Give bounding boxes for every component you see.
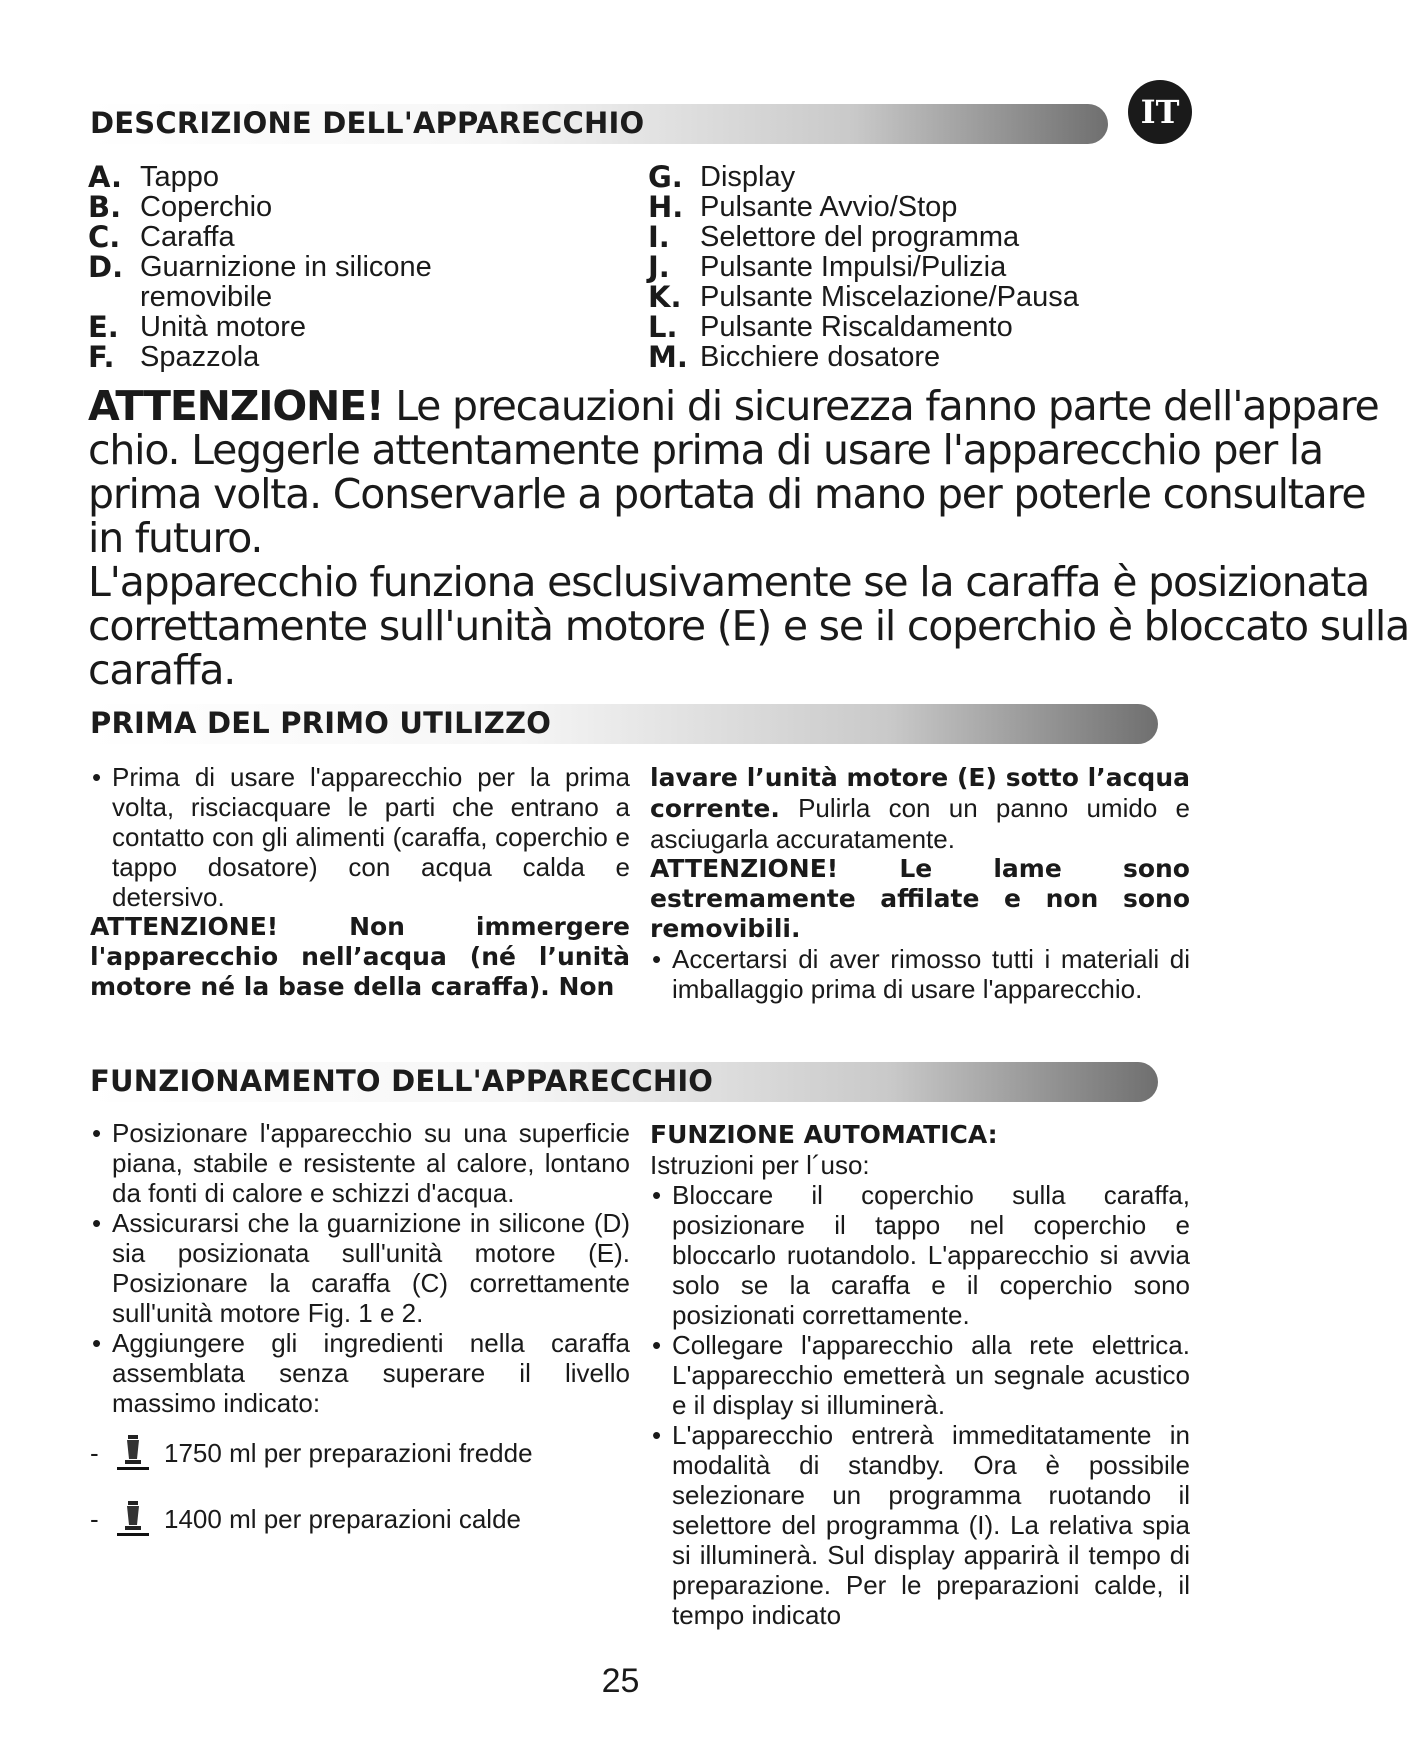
section-title-description: DESCRIZIONE DELL'APPARECCHIO bbox=[90, 106, 645, 140]
operation-bullet: • Aggiungere gli ingredienti nella caraffa assemblata senza superare il livello massimo indicato: bbox=[90, 1328, 630, 1418]
operation-bullet: • Assicurarsi che la guarnizione in silicone (D) sia posizionata sull'unità motore (E). Posizionare la caraffa (C) correttamente sull'unità motore Fig. 1 e 2. bbox=[90, 1208, 630, 1328]
section-title-operation: FUNZIONAMENTO DELL'APPARECCHIO bbox=[90, 1064, 714, 1098]
part-label: Pulsante Avvio/Stop bbox=[700, 191, 958, 223]
hot-capacity-item bbox=[90, 1490, 630, 1548]
part-key: C. bbox=[88, 220, 121, 254]
part-label: Tappo bbox=[140, 161, 220, 193]
blade-warning: ATTENZIONE! Le lame sono estremamente affilate e non sono removibili. bbox=[650, 854, 1190, 943]
operation-left-column bbox=[90, 1118, 630, 1548]
part-item bbox=[88, 312, 508, 342]
parts-list-right bbox=[648, 162, 1148, 372]
warning-text: L'apparecchio funziona esclusivamente se la caraffa è posizionata bbox=[88, 558, 1370, 606]
part-label: Pulsante Miscelazione/Pausa bbox=[700, 281, 1079, 313]
part-item bbox=[648, 312, 1148, 342]
language-badge: IT bbox=[1128, 80, 1192, 144]
operation-bullet: • L'apparecchio entrerà immeditatamente in modalità di standby. Ora è possibile selezionare un programma ruotando il selettore del programma (I). La relativa spia si illuminerà. Sul display apparirà il tempo di preparazione. Per le preparazioni calde, il tempo indicato bbox=[650, 1420, 1190, 1630]
part-key: H. bbox=[648, 190, 684, 224]
part-key: I. bbox=[648, 220, 670, 254]
parts-list-left bbox=[88, 162, 508, 372]
part-key: A. bbox=[88, 160, 122, 194]
part-key: J. bbox=[648, 250, 670, 284]
first-use-bullet: • Accertarsi di aver rimosso tutti i materiali di imballaggio prima di usare l'apparecchio. bbox=[650, 944, 1190, 1004]
part-item bbox=[648, 192, 1148, 222]
auto-function-intro: Istruzioni per l´uso: bbox=[650, 1150, 870, 1180]
part-key: G. bbox=[648, 160, 683, 194]
part-item bbox=[88, 252, 508, 312]
hot-capacity-text: 1400 ml per preparazioni calde bbox=[164, 1504, 521, 1534]
first-use-right-column bbox=[650, 762, 1190, 1004]
part-item bbox=[648, 342, 1148, 372]
warning-text: correttamente sull'unità motore (E) e se il coperchio è bloccato sulla bbox=[88, 602, 1409, 650]
warning-text: Le precauzioni di sicurezza fanno parte dell'appare bbox=[383, 382, 1379, 430]
part-item bbox=[648, 282, 1148, 312]
safety-warning bbox=[88, 382, 1409, 694]
immersion-warning: ATTENZIONE! Non immergere l'apparecchio nell’acqua (né l’unità motore né la base della caraffa). Non bbox=[90, 912, 630, 1001]
warning-text: chio. Leggerle attentamente prima di usare l'apparecchio per la bbox=[88, 426, 1323, 474]
part-item bbox=[88, 162, 508, 192]
part-key: K. bbox=[648, 280, 682, 314]
auto-function-title: FUNZIONE AUTOMATICA: bbox=[650, 1120, 998, 1149]
part-label: Spazzola bbox=[140, 341, 260, 373]
part-label: Pulsante Impulsi/Pulizia bbox=[700, 251, 1007, 283]
part-key: D. bbox=[88, 250, 124, 284]
part-label: Pulsante Riscaldamento bbox=[700, 311, 1013, 343]
part-label: Coperchio bbox=[140, 191, 273, 223]
blender-cold-icon bbox=[116, 1433, 150, 1473]
first-use-left-column bbox=[90, 762, 630, 1002]
part-key: E. bbox=[88, 310, 119, 344]
part-item bbox=[88, 192, 508, 222]
dash: - bbox=[90, 1504, 99, 1534]
part-item bbox=[648, 222, 1148, 252]
operation-bullet: • Bloccare il coperchio sulla caraffa, posizionare il tappo nel coperchio e bloccarlo ruotandolo. L'apparecchio si avvia solo se la caraffa e il coperchio sono posizionati correttamente. bbox=[650, 1180, 1190, 1330]
part-item bbox=[648, 162, 1148, 192]
part-item bbox=[88, 222, 508, 252]
cold-capacity-item bbox=[90, 1424, 630, 1482]
part-label: Bicchiere dosatore bbox=[700, 341, 941, 373]
warning-text: prima volta. Conservarle a portata di mano per poterle consultare bbox=[88, 470, 1366, 518]
wash-warning: lavare l’unità motore (E) sotto l’acqua corrente. bbox=[650, 763, 1190, 823]
part-label: Unità motore bbox=[140, 311, 307, 343]
part-item bbox=[88, 342, 508, 372]
part-label: Caraffa bbox=[140, 221, 235, 253]
part-key: B. bbox=[88, 190, 122, 224]
operation-bullet: • Posizionare l'apparecchio su una superficie piana, stabile e resistente al calore, lontano da fonti di calore e schizzi d'acqua. bbox=[90, 1118, 630, 1208]
blender-hot-icon bbox=[116, 1499, 150, 1539]
first-use-bullet: • Prima di usare l'apparecchio per la prima volta, risciacquare le parti che entrano a contatto con gli alimenti (caraffa, coperchio e tappo dosatore) con acqua calda e detersivo. bbox=[90, 762, 630, 912]
part-label: Selettore del programma bbox=[700, 221, 1020, 253]
section-title-first-use: PRIMA DEL PRIMO UTILIZZO bbox=[90, 706, 552, 740]
cleaning-instructions: Pulirla con un panno umido e asciugarla accuratamente. bbox=[650, 793, 1190, 854]
operation-right-column bbox=[650, 1120, 1190, 1630]
operation-bullet: • Collegare l'apparecchio alla rete elettrica. L'apparecchio emetterà un segnale acustico e il display si illuminerà. bbox=[650, 1330, 1190, 1420]
part-label: Guarnizione in silicone removibile bbox=[140, 251, 432, 313]
dash: - bbox=[90, 1438, 99, 1468]
part-key: M. bbox=[648, 340, 688, 374]
part-key: L. bbox=[648, 310, 678, 344]
page-number: 25 bbox=[601, 1662, 640, 1700]
part-item bbox=[648, 252, 1148, 282]
cold-capacity-text: 1750 ml per preparazioni fredde bbox=[164, 1438, 533, 1468]
warning-text: caraffa. bbox=[88, 646, 236, 694]
warning-text: in futuro. bbox=[88, 514, 263, 562]
part-label: Display bbox=[700, 161, 796, 193]
part-key: F. bbox=[88, 340, 115, 374]
warning-label: ATTENZIONE! bbox=[88, 382, 384, 430]
